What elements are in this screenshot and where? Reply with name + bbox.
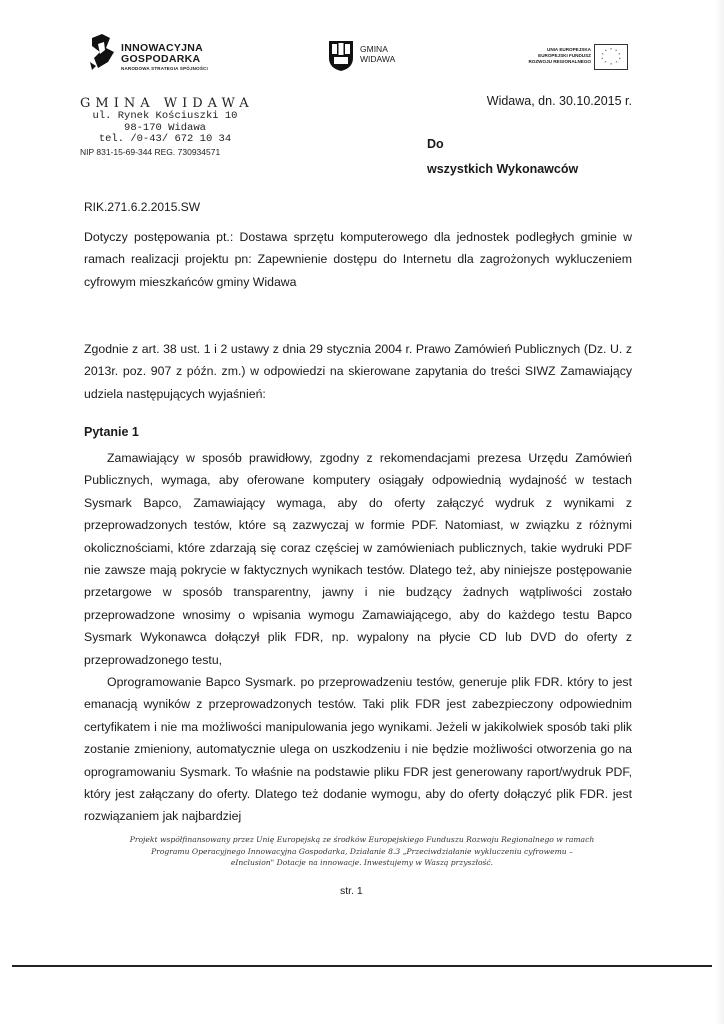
gmina-stamp (80, 96, 260, 158)
eu-logo (505, 44, 625, 76)
question-paragraph-1: Zamawiający w sposób prawidłowy, zgodny z rekomendacjami prezesa Urzędu Zamówień Publicznych, wymaga, aby oferowane komputery osiągały odpowiednią wydajność w testach Sysmark Bapco, Zamawiający wymaga, aby do oferty załączyć wydruk z wynikami z przeprowadzonych testów, które są zazwyczaj w formie PDF. Natomiast, w związku z różnymi okolicznościami, które zdarzają się coraz częściej w zamówieniach publicznych, takie wydruki PDF nie zawsze mają pokrycie w faktycznych wynikach testów. Dlatego też, aby niniejsze postępowanie przetargowe w sposób transparentny, jawny i nie budzący żadnych wątpliwości zostało przeprowadzone wnosimy o wpisania wymogu Zamawiającego, aby do każdego testu Bapco Sysmark Wykonawca dołączył plik FDR, np. wypalony na płycie CD lub DVD do oferty z przeprowadzonego testu, (84, 451, 632, 667)
svg-text:*: * (618, 52, 621, 57)
ig-line1: INNOWACYJNA (121, 42, 204, 54)
innowacyjna-gospodarka-emblem-icon (88, 32, 124, 72)
gmina-logo-line2: WIDAWA (360, 54, 396, 64)
eu-line1: UNIA EUROPEJSKA (547, 47, 591, 52)
gmina-widawa-logo (328, 40, 408, 72)
svg-text:*: * (601, 56, 604, 61)
svg-text:*: * (605, 48, 607, 53)
stamp-tel: tel. /0-43/ 672 10 34 (98, 133, 232, 145)
ig-line2: GOSPODARKA (121, 53, 201, 65)
gmina-logo-line1: GMINA (360, 44, 388, 54)
coat-of-arms-icon (328, 40, 354, 72)
question-heading: Pytanie 1 (84, 425, 139, 439)
eu-line3: ROZWOJU REGIONALNEGO (528, 59, 591, 64)
question-paragraph-2: Oprogramowanie Bapco Sysmark. po przeprowadzeniu testów, generuje plik FDR. który to jest emanacją wyników z przeprowadzonych testów. Taki plik FDR jest zabezpieczony odpowiednim certyfikatem i nie ma możliwości manipulowania jego wynikami. Jeżeli w jakikolwiek sposób taki plik zostanie zmieniony, automatycznie ulega on uszkodzeniu i nie będzie możliwości otworzenia go na oprogramowaniu Sysmark. To właśnie na podstawie pliku FDR jest generowany raport/wydruk PDF, który jest załączany do oferty. Dlatego też dodanie wymogu, aby do oferty dołączyć plik FDR. jest rozwiązaniem jak najbardziej (84, 675, 632, 824)
footer-line3: eInclusion" Dotacje na innowacje. Inwestujemy w Waszą przyszłość. (230, 858, 494, 867)
scan-edge-shade (716, 0, 724, 1024)
date-line: Widawa, dn. 30.10.2015 r. (486, 94, 632, 108)
innowacyjna-gospodarka-logo (88, 32, 258, 80)
svg-text:*: * (610, 62, 612, 67)
eu-line2: EUROPEJSKI FUNDUSZ (538, 53, 591, 58)
svg-text:*: * (615, 48, 617, 53)
svg-text:*: * (615, 60, 618, 65)
stamp-street: ul. Rynek Kościuszki 10 (92, 110, 238, 122)
funding-footer (80, 834, 644, 869)
case-reference: RIK.271.6.2.2015.SW (84, 200, 201, 214)
subject-paragraph: Dotyczy postępowania pt.: Dostawa sprzętu komputerowego dla jednostek podległych gminie w ramach realizacji projektu pn: Zapewnienie dostępu do Internetu dla zagrożonych wykluczeniem cyfrowym mieszkańców gminy Widawa (84, 230, 632, 289)
eu-flag-icon (594, 44, 628, 70)
addressee-line2: wszystkich Wykonawców (427, 162, 579, 176)
scan-edge-line (12, 965, 712, 967)
intro-paragraph: Zgodnie z art. 38 ust. 1 i 2 ustawy z dnia 29 stycznia 2004 r. Prawo Zamówień Publicznych (Dz. U. z 2013r. poz. 907 z późn. zm.) w odpowiedzi na skierowane zapytania do treści SIWZ Zamawiający udziela następujących wyjaśnień: (84, 342, 632, 401)
ig-line3: NARODOWA STRATEGIA SPÓJNOŚCI (121, 66, 208, 71)
stamp-nip: NIP 831-15-69-344 REG. 730934571 (80, 146, 221, 157)
footer-line2: Programu Operacyjnego Innowacyjna Gospodarka, Działanie 8.3 „Przeciwdziałanie wykluczeniu cyfrowemu – (151, 846, 573, 856)
page-number: str. 1 (340, 885, 363, 897)
stamp-postal: 98-170 Widawa (124, 121, 206, 134)
svg-text:*: * (618, 56, 621, 61)
svg-text:*: * (610, 47, 612, 52)
eu-text (505, 47, 591, 65)
footer-line1: Projekt współfinansowany przez Unię Europejską ze środków Europejskiego Funduszu Rozwoju Regionalnego w ramach (129, 835, 595, 844)
svg-text:*: * (604, 60, 607, 65)
addressee-line1: Do (427, 137, 444, 151)
svg-text:*: * (601, 52, 604, 57)
stamp-name: GMINA WIDAWA (80, 96, 254, 111)
